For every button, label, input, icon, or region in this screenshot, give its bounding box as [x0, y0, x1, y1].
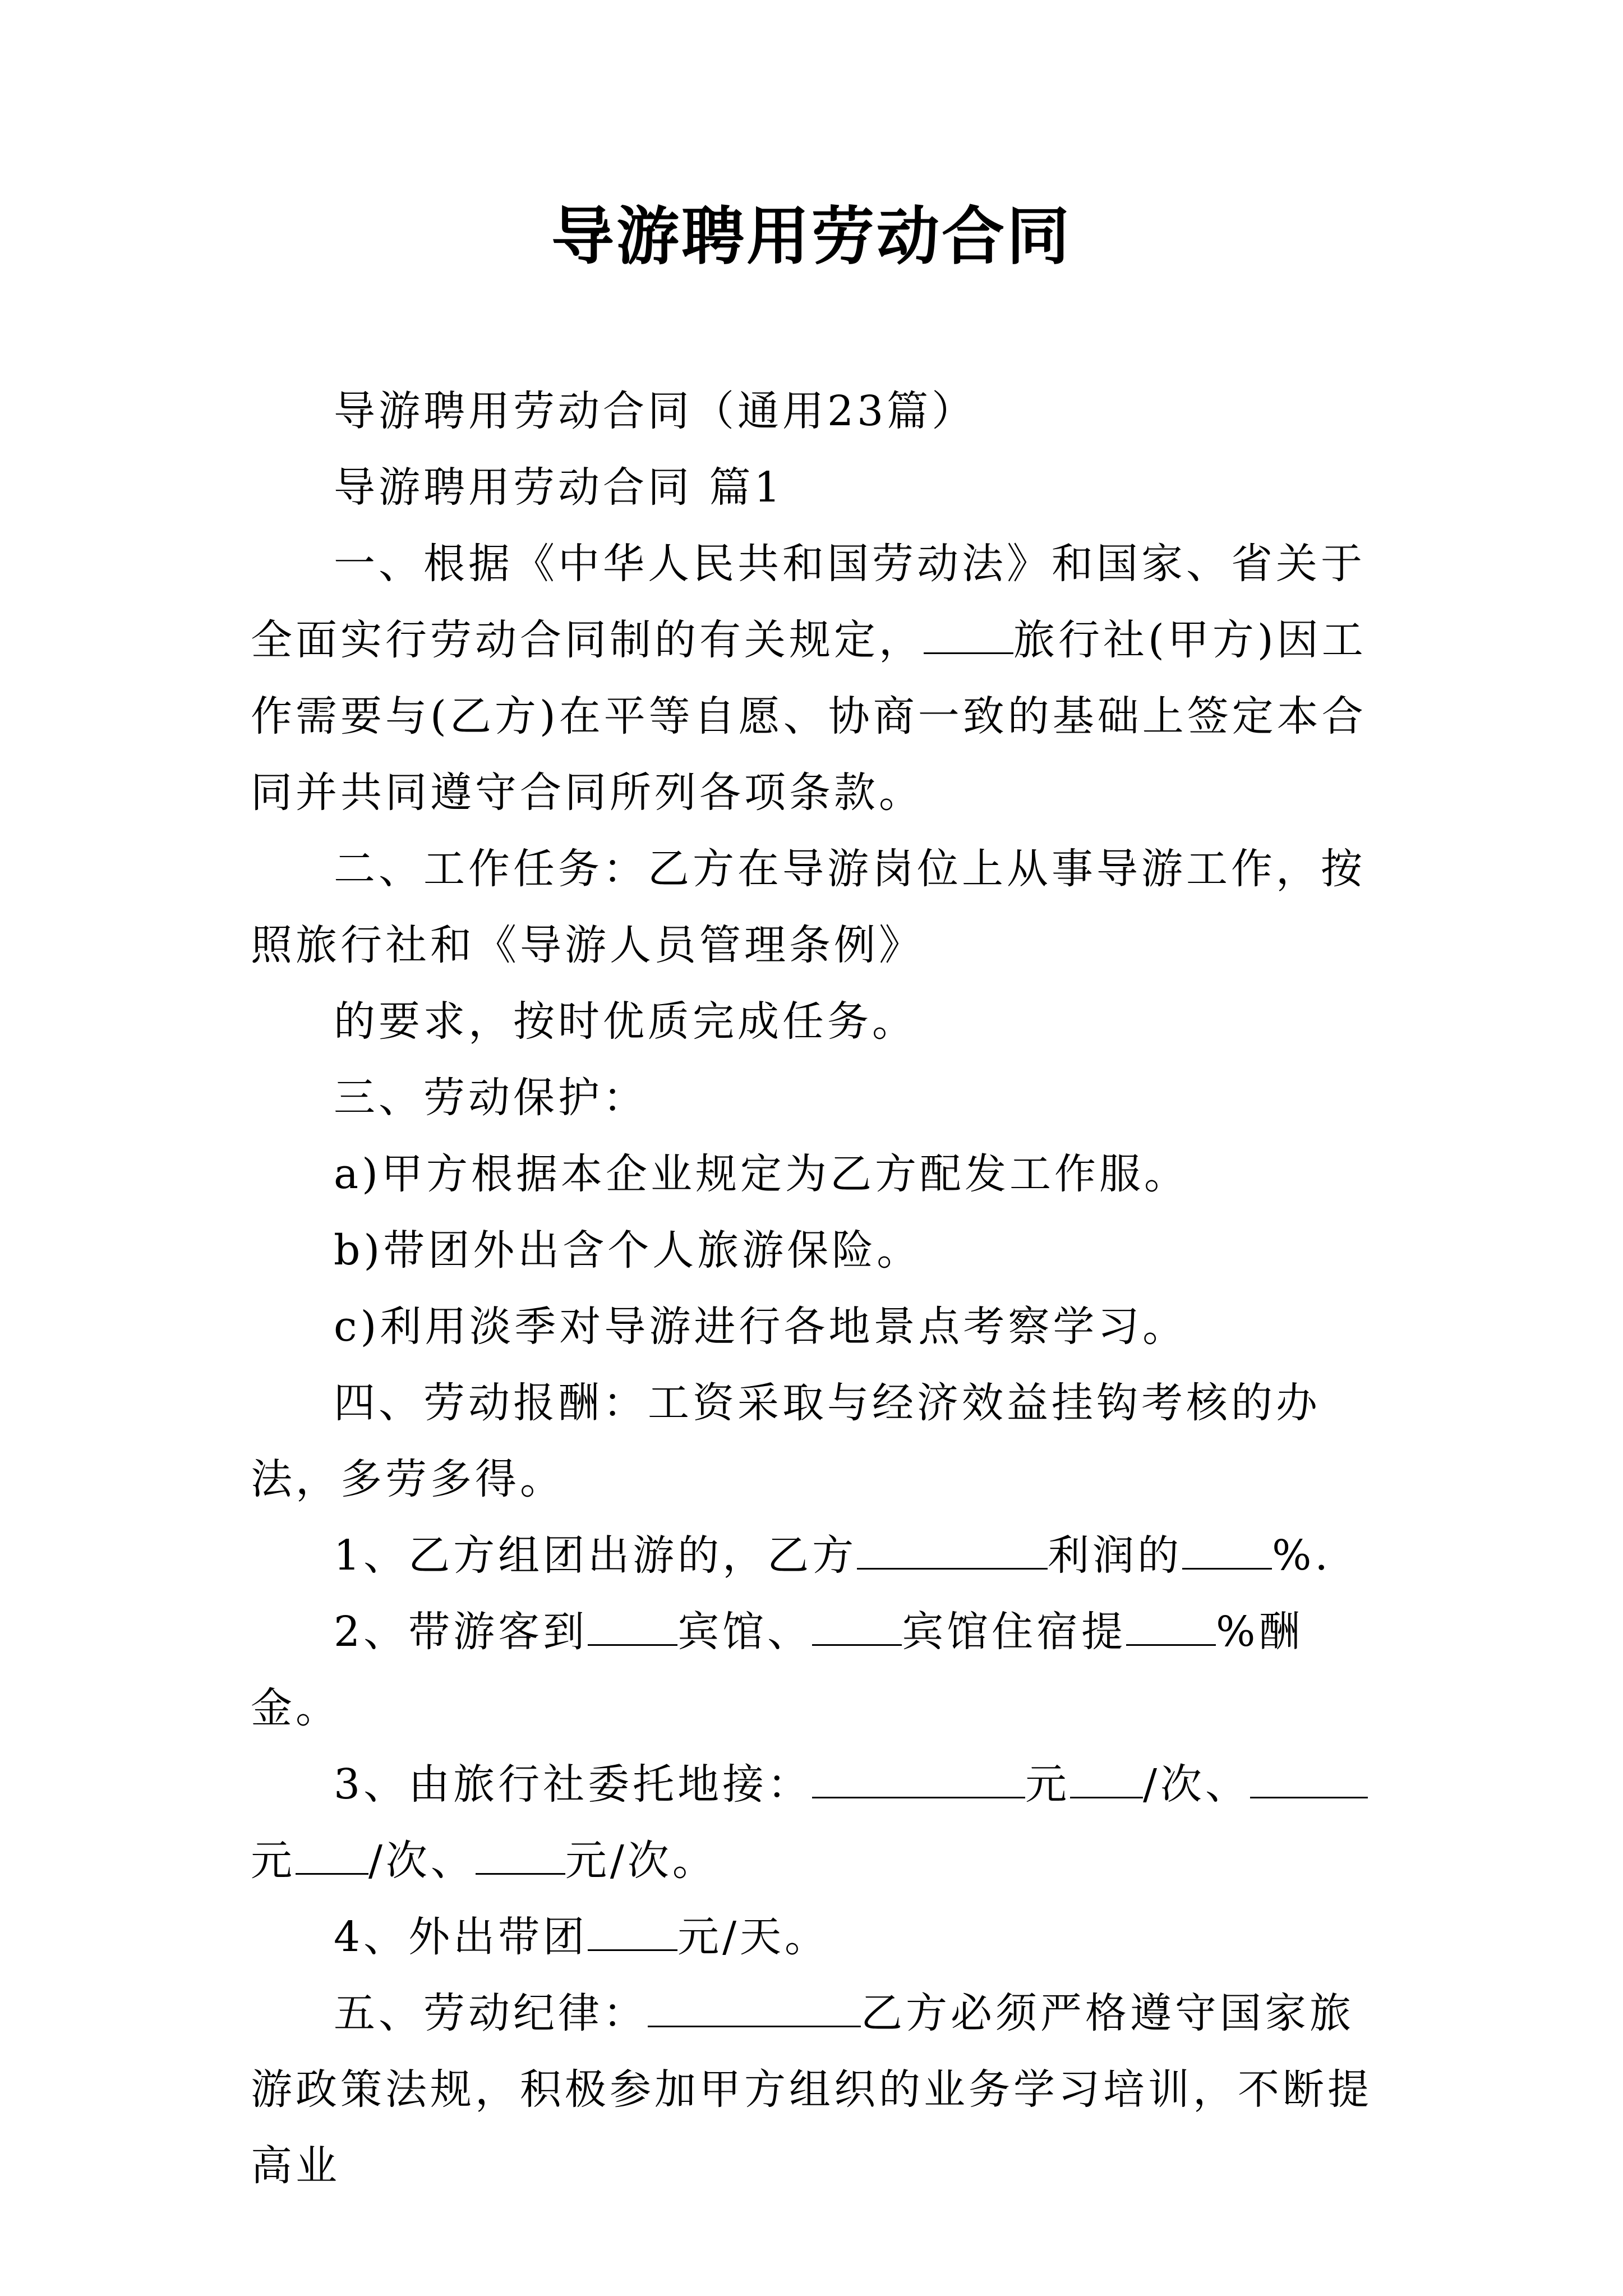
- blank-line: [812, 1762, 1025, 1798]
- item-1-text-b: 利润的: [1048, 1531, 1183, 1580]
- item-3-text-f: 元/次。: [565, 1837, 717, 1885]
- item-4-text-b: 元/天。: [677, 1913, 830, 1961]
- document-subtitle: 导游聘用劳动合同（通用23篇）: [334, 387, 977, 435]
- item-3-text-a: 3、由旅行社委托地接：: [334, 1760, 813, 1809]
- item-3-text-e: /次、: [368, 1837, 476, 1885]
- blank-line: [588, 1915, 677, 1951]
- paragraph-1-text-a: 一、根据《中华人民共和国劳动法》和国家、省关于全面实行劳动合同制的有关规定，: [251, 540, 1366, 664]
- blank-line: [476, 1838, 565, 1875]
- item-2-text-c: 宾馆住宿提: [902, 1608, 1127, 1656]
- blank-line: [296, 1838, 368, 1875]
- paragraph-5: [251, 1975, 1384, 2204]
- item-1: [251, 1517, 1384, 1594]
- item-2: [251, 1594, 1384, 1746]
- paragraph-3: 三、劳动保护：: [334, 1074, 648, 1122]
- list-item-a: a)甲方根据本企业规定为乙方配发工作服。: [334, 1150, 1189, 1198]
- blank-line: [857, 1533, 1048, 1570]
- item-1-text-a: 1、乙方组团出游的，乙方: [334, 1531, 857, 1580]
- paragraph-2-continued: 的要求，按时优质完成任务。: [334, 997, 917, 1046]
- item-4-text-a: 4、外出带团: [334, 1913, 588, 1961]
- blank-line: [1126, 1609, 1216, 1646]
- paragraph-1-text-b: 旅行社(甲方)因工作需要与(乙方)在平等自愿、协商一致的基础上签定本合同并共同遵守合同所列各项条款。: [251, 616, 1367, 817]
- paragraph-4: 四、劳动报酬：工资采取与经济效益挂钩考核的办法，多劳多得。: [251, 1379, 1321, 1503]
- paragraph-1: [251, 526, 1384, 831]
- item-3-text-c: /次、: [1143, 1760, 1251, 1809]
- list-item-b: b)带团外出含个人旅游保险。: [334, 1226, 922, 1274]
- item-3-text-b: 元: [1025, 1760, 1071, 1809]
- blank-line: [1250, 1762, 1368, 1798]
- blank-line: [1182, 1533, 1272, 1570]
- item-4: [251, 1899, 1384, 1975]
- paragraph-2: 二、工作任务：乙方在导游岗位上从事导游工作，按照旅行社和《导游人员管理条例》: [251, 845, 1366, 969]
- item-1-text-c: %.: [1272, 1531, 1331, 1580]
- paragraph-5-text-b: 乙方必须严格遵守国家旅游政策法规，积极参加甲方组织的业务学习培训，不断提高业: [251, 1989, 1372, 2190]
- item-3-text-d: 元: [251, 1837, 296, 1885]
- item-2-text-b: 宾馆、: [677, 1608, 813, 1656]
- item-2-text-d: %酬金。: [251, 1608, 1304, 1732]
- list-item-c: c)利用淡季对导游进行各地景点考察学习。: [334, 1303, 1188, 1351]
- blank-line: [648, 1991, 861, 2027]
- item-2-text-a: 2、带游客到: [334, 1608, 588, 1656]
- blank-line: [588, 1609, 677, 1646]
- blank-line: [924, 618, 1013, 654]
- paragraph-5-text-a: 五、劳动纪律：: [334, 1989, 648, 2037]
- section-heading: 导游聘用劳动合同 篇1: [334, 463, 784, 512]
- page-title: 导游聘用劳动合同: [551, 200, 1072, 273]
- item-3: [251, 1746, 1384, 1899]
- blank-line: [812, 1609, 902, 1646]
- blank-line: [1070, 1762, 1143, 1798]
- document-body: [251, 373, 1384, 2204]
